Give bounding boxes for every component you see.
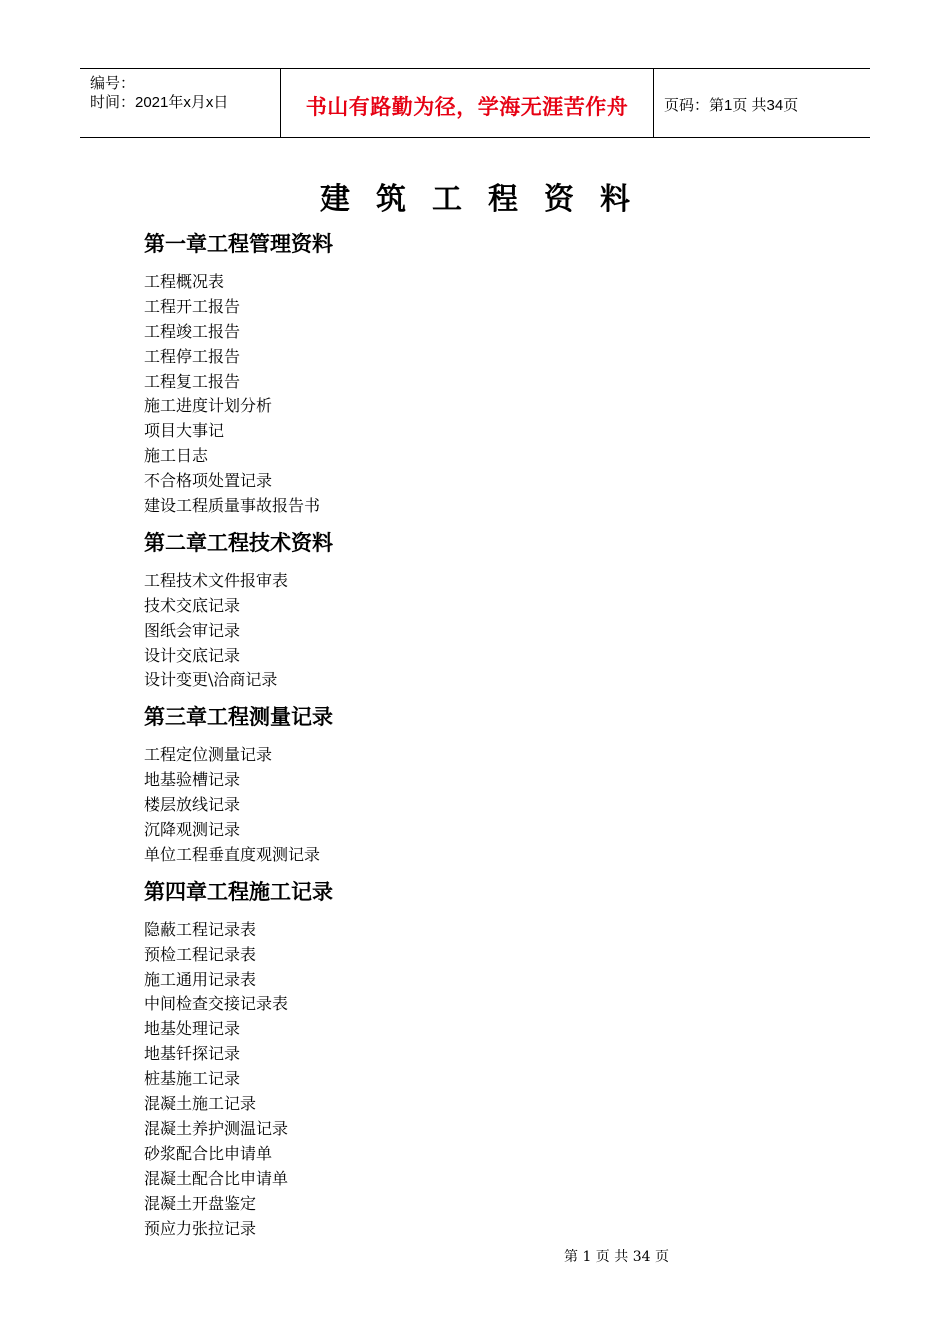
chapter-item: 中间检查交接记录表: [144, 994, 289, 1014]
chapter-item: 地基处理记录: [144, 1019, 241, 1039]
chapter-item: 工程开工报告: [144, 296, 241, 316]
chapter-item: 混凝土施工记录: [144, 1094, 257, 1114]
chapter-item: 混凝土配合比申请单: [144, 1168, 289, 1188]
chapter-item: 设计交底记录: [144, 645, 241, 665]
chapter-item: 预检工程记录表: [144, 944, 257, 964]
chapter-item: 混凝土养护测温记录: [144, 1118, 289, 1138]
chapter-item: 施工通用记录表: [144, 969, 257, 989]
chapter-item: 工程概况表: [144, 272, 225, 291]
chapter-spacer: [144, 519, 844, 527]
chapter-item: 混凝土开盘鉴定: [144, 1193, 257, 1213]
chapter-heading: 第四章工程施工记录: [144, 879, 333, 904]
chapter-item: 预应力张拉记录: [144, 1218, 257, 1238]
chapter-section: [144, 228, 844, 519]
header-motto-cell: [281, 69, 654, 137]
chapter-spacer: [144, 868, 844, 876]
header-page-info: 页码：第1页 共34页: [664, 97, 799, 114]
chapter-item: 技术交底记录: [144, 595, 241, 615]
chapter-item: 建设工程质量事故报告书: [144, 496, 321, 516]
chapter-section: [144, 693, 844, 867]
page-header: [80, 68, 870, 138]
chapter-item: 单位工程垂直度观测记录: [144, 844, 321, 864]
chapter-item: 砂浆配合比申请单: [144, 1143, 273, 1163]
chapter-item: 工程定位测量记录: [144, 745, 273, 765]
chapter-heading: 第一章工程管理资料: [144, 232, 333, 256]
chapter-item: 桩基施工记录: [144, 1069, 241, 1089]
header-page-cell: [654, 69, 870, 137]
chapter-item: 不合格项处置记录: [144, 471, 273, 491]
chapter-item: 工程复工报告: [144, 371, 241, 391]
chapter-item: 地基验槽记录: [144, 770, 241, 790]
chapter-heading: 第三章工程测量记录: [144, 705, 333, 730]
document-content: [144, 228, 844, 1241]
header-motto: 书山有路勤为径，学海无涯苦作舟: [305, 96, 629, 119]
chapter-item: 项目大事记: [144, 421, 225, 441]
document-title: 建筑工程资料: [320, 182, 656, 217]
footer-page-number: 第 1 页 共 34 页: [564, 1249, 669, 1265]
chapter-item: 施工进度计划分析: [144, 396, 273, 416]
chapter-item: 工程停工报告: [144, 346, 241, 366]
chapter-section: [144, 868, 844, 1242]
chapter-item: 地基钎探记录: [144, 1044, 241, 1064]
chapter-heading: 第二章工程技术资料: [144, 530, 333, 555]
chapter-item: 楼层放线记录: [144, 795, 241, 815]
chapter-section: [144, 519, 844, 693]
chapter-item: 工程竣工报告: [144, 321, 241, 341]
chapter-item: 施工日志: [144, 446, 209, 466]
document-number-label: 编号：: [90, 75, 136, 92]
chapter-item: 图纸会审记录: [144, 620, 241, 640]
chapter-item: 沉降观测记录: [144, 820, 241, 840]
chapter-spacer: [144, 693, 844, 701]
document-date: 时间：2021年x月x日: [90, 94, 229, 111]
chapter-item: 隐蔽工程记录表: [144, 919, 257, 939]
chapter-item: 工程技术文件报审表: [144, 570, 289, 590]
header-info-cell: [80, 69, 281, 137]
chapter-item: 设计变更\洽商记录: [144, 670, 278, 690]
